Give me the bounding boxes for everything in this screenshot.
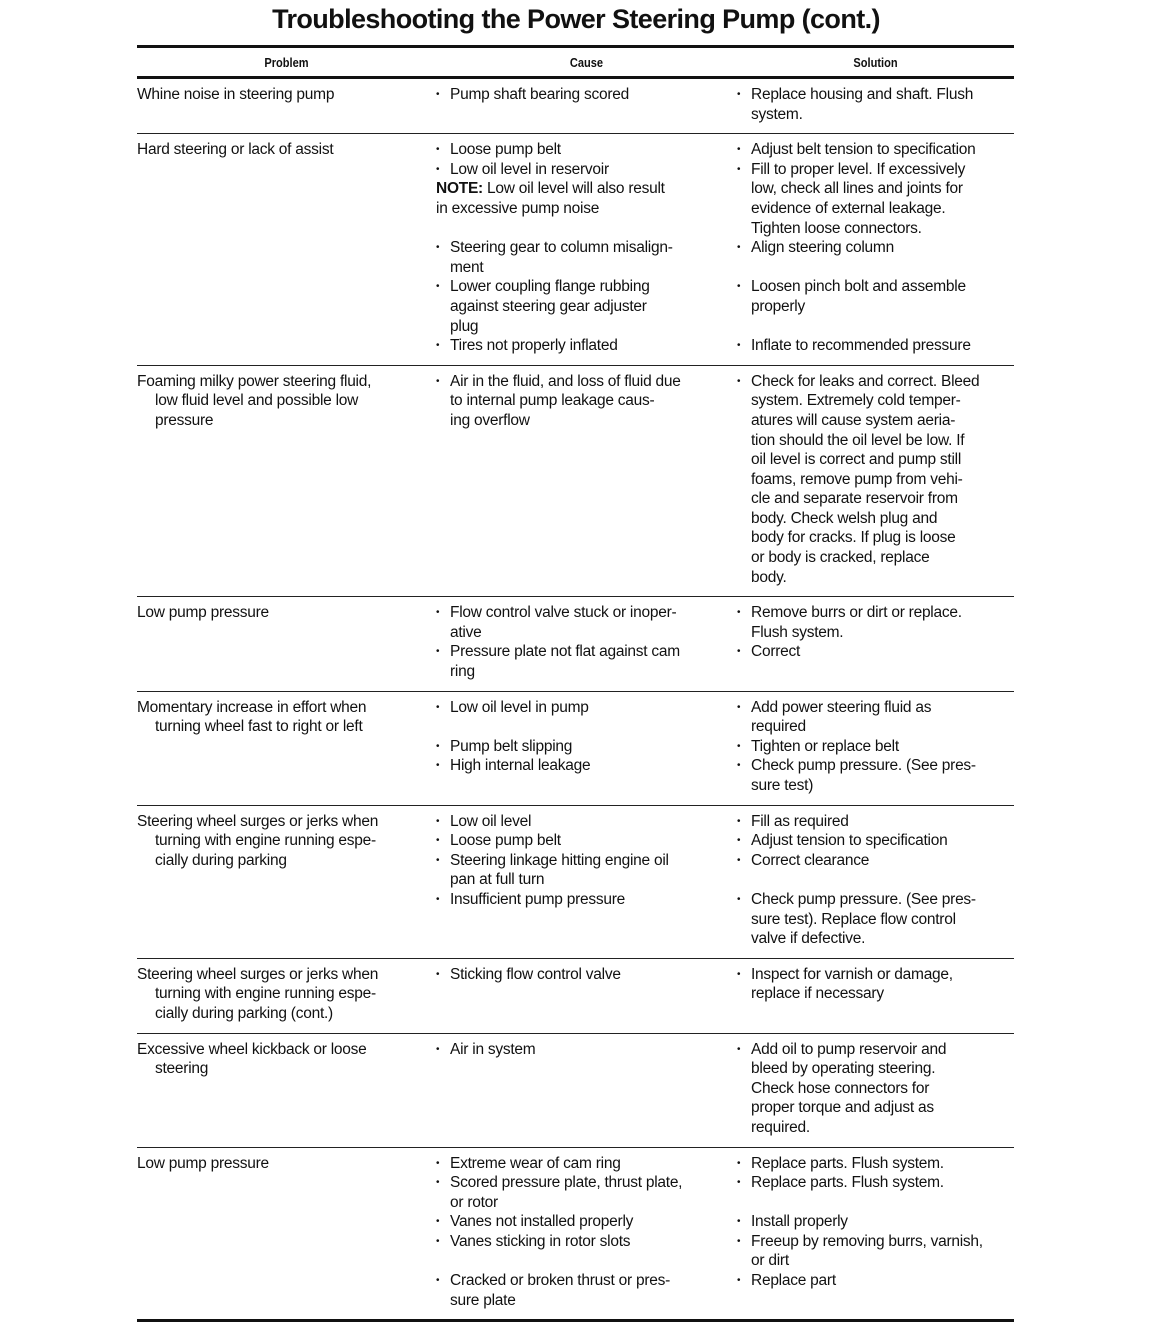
- bullet-item: [737, 277, 1014, 297]
- line-text: Air in system: [450, 1041, 535, 1058]
- bullet-item: [436, 965, 737, 985]
- line-text: Pump shaft bearing scored: [450, 86, 629, 103]
- bullet-item: [436, 1154, 737, 1174]
- line-text: Adjust belt tension to specification: [751, 141, 976, 158]
- line-text: Insufficient pump pressure: [450, 891, 625, 908]
- text-line: [737, 317, 1014, 337]
- solution-cell: [737, 140, 1014, 356]
- line-text: body. Check welsh plug and: [751, 510, 937, 527]
- text-line: [737, 1098, 1014, 1118]
- line-text: Scored pressure plate, thrust plate,: [450, 1174, 682, 1191]
- text-line: [137, 812, 436, 832]
- text-line: [436, 1193, 737, 1213]
- problem-cell: [137, 140, 436, 356]
- line-text: Replace part: [751, 1272, 836, 1289]
- line-text: in excessive pump noise: [436, 200, 599, 217]
- text-line: [737, 179, 1014, 199]
- text-line: [436, 870, 737, 890]
- line-text: Steering gear to column misalign-: [450, 239, 673, 256]
- line-text: steering: [155, 1060, 208, 1077]
- text-line: [737, 391, 1014, 411]
- bullet-item: [737, 85, 1014, 105]
- line-text: Foaming milky power steering fluid,: [137, 373, 371, 390]
- line-text: Lower coupling flange rubbing: [450, 278, 650, 295]
- bullet-item: [737, 238, 1014, 258]
- line-text: Fill to proper level. If excessively: [751, 161, 965, 178]
- problem-cell: [137, 812, 436, 949]
- bullet-item: [436, 737, 737, 757]
- text-line: [436, 297, 737, 317]
- bullet-item: [436, 1232, 737, 1252]
- line-text: sure plate: [450, 1292, 516, 1309]
- line-text: Low pump pressure: [137, 604, 269, 621]
- bullet-item: [737, 737, 1014, 757]
- problem-cell: [137, 1154, 436, 1311]
- line-text: Flush system.: [751, 624, 843, 641]
- text-line: [737, 258, 1014, 278]
- bullet-item: [436, 603, 737, 623]
- line-text: Check for leaks and correct. Bleed: [751, 373, 979, 390]
- line-text: to internal pump leakage caus-: [450, 392, 654, 409]
- table-row: [137, 597, 1014, 691]
- line-text: ring: [450, 663, 475, 680]
- line-text: Adjust tension to specification: [751, 832, 947, 849]
- text-line: [737, 489, 1014, 509]
- line-text: Excessive wheel kickback or loose: [137, 1041, 367, 1058]
- text-line: [737, 105, 1014, 125]
- line-text: Loose pump belt: [450, 832, 561, 849]
- line-text: Low oil level in pump: [450, 699, 589, 716]
- bullet-item: [737, 890, 1014, 910]
- bullet-item: [436, 238, 737, 258]
- problem-cell: [137, 965, 436, 1024]
- text-line: [137, 1040, 436, 1060]
- text-line: [737, 1059, 1014, 1079]
- line-text: Hard steering or lack of assist: [137, 141, 333, 158]
- problem-cell: [137, 698, 436, 796]
- line-text: plug: [450, 318, 478, 335]
- bullet-item: [436, 1040, 737, 1060]
- line-text: Replace parts. Flush system.: [751, 1174, 944, 1191]
- text-line: [436, 717, 737, 737]
- bullet-item: [737, 160, 1014, 180]
- bullet-item: [737, 1040, 1014, 1060]
- troubleshooting-table: [137, 45, 1014, 1322]
- table-row: [137, 692, 1014, 806]
- line-text: or body is cracked, replace: [751, 549, 929, 566]
- table-row: [137, 134, 1014, 366]
- text-line: [737, 509, 1014, 529]
- line-text: pressure: [155, 412, 213, 429]
- bullet-item: [737, 698, 1014, 718]
- line-text: or dirt: [751, 1252, 789, 1269]
- text-line: [737, 910, 1014, 930]
- text-line: [737, 1251, 1014, 1271]
- table-row: [137, 79, 1014, 134]
- line-text: Extreme wear of cam ring: [450, 1155, 621, 1172]
- problem-cell: [137, 603, 436, 681]
- note-text: Low oil level will also result: [483, 180, 665, 197]
- header-problem: Problem: [159, 55, 413, 70]
- text-line: [137, 603, 436, 623]
- line-text: Sticking flow control valve: [450, 966, 621, 983]
- solution-cell: [737, 85, 1014, 124]
- problem-cell: [137, 85, 436, 124]
- text-line: [137, 372, 436, 392]
- text-line: [737, 717, 1014, 737]
- bullet-item: [436, 140, 737, 160]
- line-text: Low oil level: [450, 813, 531, 830]
- problem-cell: [137, 372, 436, 588]
- text-line: [436, 317, 737, 337]
- text-line: [737, 431, 1014, 451]
- line-text: low, check all lines and joints for: [751, 180, 963, 197]
- bullet-item: [436, 890, 737, 910]
- line-text: Tires not properly inflated: [450, 337, 618, 354]
- bullet-item: [737, 372, 1014, 392]
- cause-cell: [436, 965, 737, 1024]
- text-line: [137, 140, 436, 160]
- line-text: Check pump pressure. (See pres-: [751, 891, 976, 908]
- line-text: system. Extremely cold temper-: [751, 392, 961, 409]
- bullet-item: [436, 372, 737, 392]
- line-text: system.: [751, 106, 803, 123]
- cause-cell: [436, 85, 737, 124]
- text-line: [737, 219, 1014, 239]
- line-text: ment: [450, 259, 483, 276]
- line-text: Correct: [751, 643, 800, 660]
- line-text: Freeup by removing burrs, varnish,: [751, 1233, 983, 1250]
- text-line: [737, 1118, 1014, 1138]
- solution-cell: [737, 1040, 1014, 1138]
- table-row: [137, 806, 1014, 959]
- cause-cell: [436, 698, 737, 796]
- text-line: [436, 1251, 737, 1271]
- bullet-item: [737, 336, 1014, 356]
- line-text: Tighten or replace belt: [751, 738, 899, 755]
- text-line: [737, 548, 1014, 568]
- line-text: Vanes sticking in rotor slots: [450, 1233, 630, 1250]
- line-text: sure test): [751, 777, 813, 794]
- line-text: atures will cause system aeria-: [751, 412, 955, 429]
- text-line: [137, 965, 436, 985]
- page-title: Troubleshooting the Power Steering Pump (cont.): [0, 4, 1152, 35]
- solution-cell: [737, 603, 1014, 681]
- bullet-item: [436, 85, 737, 105]
- line-text: Fill as required: [751, 813, 849, 830]
- line-text: Low oil level in reservoir: [450, 161, 609, 178]
- bullet-item: [737, 1232, 1014, 1252]
- text-line: [737, 870, 1014, 890]
- line-text: turning wheel fast to right or left: [155, 718, 363, 735]
- solution-cell: [737, 372, 1014, 588]
- cause-cell: [436, 812, 737, 949]
- line-text: oil level is correct and pump still: [751, 451, 961, 468]
- text-line: [737, 470, 1014, 490]
- bullet-item: [436, 642, 737, 662]
- bullet-item: [737, 1271, 1014, 1291]
- text-line: [436, 219, 737, 239]
- line-text: Check hose connectors for: [751, 1080, 929, 1097]
- bullet-item: [436, 1173, 737, 1193]
- bullet-item: [737, 603, 1014, 623]
- table-row: [137, 1148, 1014, 1322]
- line-text: bleed by operating steering.: [751, 1060, 935, 1077]
- line-text: Check pump pressure. (See pres-: [751, 757, 976, 774]
- table-header: [137, 45, 1014, 79]
- bullet-item: [737, 140, 1014, 160]
- text-line: [137, 698, 436, 718]
- line-text: low fluid level and possible low: [155, 392, 358, 409]
- line-text: valve if defective.: [751, 930, 865, 947]
- bullet-item: [436, 160, 737, 180]
- bullet-item: [436, 1212, 737, 1232]
- solution-cell: [737, 965, 1014, 1024]
- solution-cell: [737, 698, 1014, 796]
- line-text: Flow control valve stuck or inoper-: [450, 604, 676, 621]
- text-line: [737, 450, 1014, 470]
- line-text: cially during parking: [155, 852, 287, 869]
- line-text: Steering linkage hitting engine oil: [450, 852, 669, 869]
- line-text: required: [751, 718, 806, 735]
- bullet-item: [737, 1154, 1014, 1174]
- line-text: cle and separate reservoir from: [751, 490, 958, 507]
- table-row: [137, 959, 1014, 1034]
- line-text: High internal leakage: [450, 757, 590, 774]
- text-line: [436, 411, 737, 431]
- problem-cell: [137, 1040, 436, 1138]
- line-text: Steering wheel surges or jerks when: [137, 966, 378, 983]
- solution-cell: [737, 812, 1014, 949]
- cause-cell: [436, 372, 737, 588]
- line-text: ing overflow: [450, 412, 530, 429]
- text-line: [737, 528, 1014, 548]
- text-line: [137, 831, 436, 851]
- header-cause: Cause: [459, 55, 715, 70]
- bullet-item: [737, 965, 1014, 985]
- text-line: [737, 1193, 1014, 1213]
- line-text: Steering wheel surges or jerks when: [137, 813, 378, 830]
- line-text: tion should the oil level be low. If: [751, 432, 964, 449]
- line-text: Inspect for varnish or damage,: [751, 966, 953, 983]
- bullet-item: [436, 812, 737, 832]
- line-text: Add oil to pump reservoir and: [751, 1041, 946, 1058]
- text-line: [137, 391, 436, 411]
- line-text: Inflate to recommended pressure: [751, 337, 971, 354]
- line-text: properly: [751, 298, 805, 315]
- line-text: Loosen pinch bolt and assemble: [751, 278, 966, 295]
- line-text: Replace parts. Flush system.: [751, 1155, 944, 1172]
- bullet-item: [737, 1212, 1014, 1232]
- text-line: [737, 568, 1014, 588]
- table-row: [137, 1034, 1014, 1148]
- line-text: foams, remove pump from vehi-: [751, 471, 963, 488]
- line-text: against steering gear adjuster: [450, 298, 647, 315]
- line-text: Cracked or broken thrust or pres-: [450, 1272, 670, 1289]
- table-row: [137, 366, 1014, 598]
- text-line: [436, 391, 737, 411]
- line-text: Whine noise in steering pump: [137, 86, 334, 103]
- line-text: Air in the fluid, and loss of fluid due: [450, 373, 681, 390]
- line-text: Align steering column: [751, 239, 894, 256]
- bullet-item: [436, 698, 737, 718]
- cause-cell: [436, 1154, 737, 1311]
- text-line: [737, 929, 1014, 949]
- line-text: Remove burrs or dirt or replace.: [751, 604, 962, 621]
- text-line: [737, 984, 1014, 1004]
- bullet-item: [737, 756, 1014, 776]
- bullet-item: [436, 1271, 737, 1291]
- text-line: [137, 85, 436, 105]
- bullet-item: [737, 851, 1014, 871]
- bullet-item: [436, 336, 737, 356]
- solution-cell: [737, 1154, 1014, 1311]
- text-line: [737, 199, 1014, 219]
- line-text: cially during parking (cont.): [155, 1005, 333, 1022]
- line-text: Loose pump belt: [450, 141, 561, 158]
- line-text: replace if necessary: [751, 985, 884, 1002]
- text-line: [436, 179, 737, 199]
- line-text: Correct clearance: [751, 852, 869, 869]
- line-text: Tighten loose connectors.: [751, 220, 922, 237]
- line-text: ative: [450, 624, 482, 641]
- text-line: [137, 984, 436, 1004]
- text-line: [436, 1291, 737, 1311]
- text-line: [137, 717, 436, 737]
- line-text: turning with engine running espe-: [155, 832, 376, 849]
- bullet-item: [436, 831, 737, 851]
- header-solution: Solution: [758, 55, 993, 70]
- line-text: Replace housing and shaft. Flush: [751, 86, 973, 103]
- line-text: Low pump pressure: [137, 1155, 269, 1172]
- line-text: pan at full turn: [450, 871, 544, 888]
- text-line: [137, 851, 436, 871]
- bullet-item: [737, 831, 1014, 851]
- bullet-item: [737, 642, 1014, 662]
- line-text: body for cracks. If plug is loose: [751, 529, 956, 546]
- line-text: Pressure plate not flat against cam: [450, 643, 680, 660]
- text-line: [737, 1079, 1014, 1099]
- line-text: Momentary increase in effort when: [137, 699, 366, 716]
- table-body: [137, 79, 1014, 1322]
- line-text: body.: [751, 569, 787, 586]
- text-line: [737, 776, 1014, 796]
- text-line: [436, 258, 737, 278]
- bullet-item: [737, 812, 1014, 832]
- bullet-item: [436, 277, 737, 297]
- text-line: [137, 1059, 436, 1079]
- note-label: NOTE:: [436, 180, 483, 197]
- text-line: [737, 297, 1014, 317]
- text-line: [737, 411, 1014, 431]
- cause-cell: [436, 140, 737, 356]
- bullet-item: [436, 756, 737, 776]
- line-text: Vanes not installed properly: [450, 1213, 633, 1230]
- line-text: Pump belt slipping: [450, 738, 572, 755]
- text-line: [137, 1154, 436, 1174]
- bullet-item: [436, 851, 737, 871]
- text-line: [436, 199, 737, 219]
- line-text: evidence of external leakage.: [751, 200, 945, 217]
- line-text: proper torque and adjust as: [751, 1099, 934, 1116]
- line-text: sure test). Replace flow control: [751, 911, 956, 928]
- line-text: Add power steering fluid as: [751, 699, 931, 716]
- cause-cell: [436, 603, 737, 681]
- text-line: [137, 411, 436, 431]
- line-text: required.: [751, 1119, 810, 1136]
- text-line: [436, 623, 737, 643]
- text-line: [137, 1004, 436, 1024]
- line-text: Install properly: [751, 1213, 848, 1230]
- text-line: [436, 662, 737, 682]
- line-text: or rotor: [450, 1194, 498, 1211]
- text-line: [737, 623, 1014, 643]
- cause-cell: [436, 1040, 737, 1138]
- bullet-item: [737, 1173, 1014, 1193]
- line-text: turning with engine running espe-: [155, 985, 376, 1002]
